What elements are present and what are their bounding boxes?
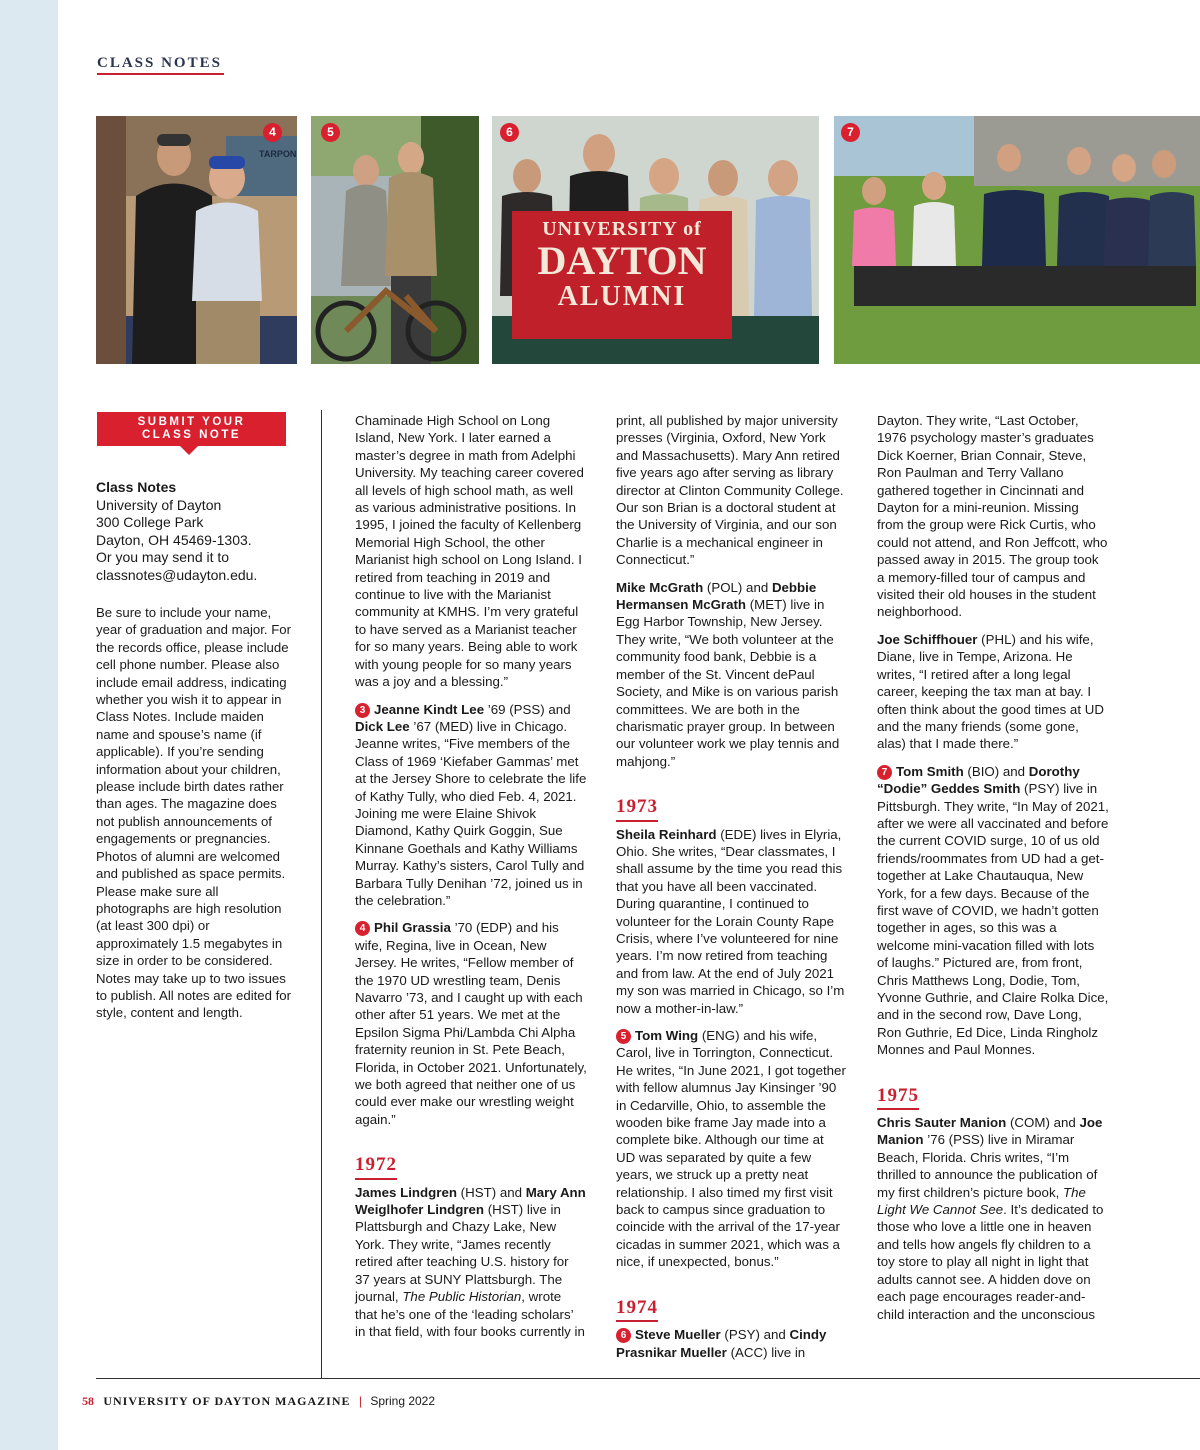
photo-ref-badge: 6: [616, 1328, 631, 1343]
class-year-heading: 1972: [355, 1156, 397, 1179]
note-text: (COM) and: [1006, 1115, 1080, 1131]
photo-number-badge: 4: [263, 123, 282, 142]
note-paragraph: Chaminade High School on Long Island, New York. I later earned a master’s degree in math from Adelphi University. My teaching career covered all levels of high school math, as well as various administrative positions. In 1995, I joined the faculty of Kellenberg Memorial High School, the other Marianist high school on Long Island. I retired from teaching in 2019 and continue to live with the Marianist community at KMHS. I’m very grateful to have served as a Marianist teacher for so many years. Being able to work with young people for so many years was a joy and a blessing.”: [355, 413, 584, 690]
note-text: ’67 (MED) live in Chicago. Jeanne writes, “Five members of the Class of 1969 ‘Kiefaber Gammas’ met at the Jersey Shore to celebrate the life of Kathy Tully, who died Feb. 4, 2021. Joining me were Elaine Shivok Diamond, Kathy Quirk Goggin, Sue Kinnane Goethals and Kathy Williams Murray. Kathy’s sisters, Carol Tully and Barbara Tully Denihan ’72, joined us in the celebration.”: [355, 718, 587, 908]
issue-date: Spring 2022: [370, 1394, 436, 1408]
class-note: [355, 919, 587, 1128]
note-text: (POL) and: [703, 579, 772, 595]
class-note: [616, 826, 846, 1017]
address-heading: Class Notes: [96, 479, 177, 495]
alumni-name: Jeanne Kindt Lee: [374, 701, 485, 717]
magazine-title: UNIVERSITY OF DAYTON MAGAZINE: [103, 1394, 351, 1408]
submit-label-line1: SUBMIT YOUR: [137, 416, 246, 428]
alumni-name: Cindy Prasnikar Mueller: [616, 1327, 827, 1360]
note-paragraph: Dayton. They write, “Last October, 1976 psychology master’s graduates Dick Koerner, Brian Connair, Steve, Ron Paulman and Terry Vallano gathered together in Cincinnati and Dayton for a mini-reunion. Missing from the group were Rick Curtis, who could not attend, and Ron Jeffcott, who passed away in 2015. The group took a memory-filled tour of campus and visited their old houses in the student neighborhood.: [877, 413, 1108, 620]
note-text: (ACC) live in: [726, 1344, 806, 1360]
note-text: (PSY) and: [720, 1327, 790, 1343]
submit-label-line2: CLASS NOTE: [141, 428, 242, 441]
mailing-address: [96, 479, 296, 584]
alumni-name: Tom Smith: [896, 763, 964, 779]
photo-ref-badge: 5: [616, 1029, 631, 1044]
photo-ref-badge: 7: [877, 765, 892, 780]
note-text: (MET) live in Egg Harbor Township, New Jersey. They write, “We both volunteer at the community food bank, Debbie is a member of the St. Vincent dePaul Society, and Mike is on various parish committees. We are both in the charismatic prayer group. In between our volunteer work we play tennis and mahjong.”: [616, 597, 840, 769]
address-line: Or you may send it to: [96, 549, 230, 565]
publication-title: The Public Historian: [402, 1289, 522, 1305]
photo-number-badge: 6: [500, 123, 519, 142]
note-text: (BIO) and: [963, 763, 1029, 779]
submission-guidelines: Be sure to include your name, year of graduation and major. For the records office, please include cell phone number. Please also include email address, indicating whether you wish it to appear in Class Notes. Include maiden name and spouse’s name (if applicable). If you’re sending information about your children, please include birth dates rather than ages. The magazine does not publish announcements of engagements or pregnancies. Photos of alumni are welcomed and published as space permits. Please make sure all photographs are high resolution (at least 300 dpi) or approximately 1.5 megabytes in size in order to be considered. Notes may take up to two issues to publish. All notes are edited for style, content and length.: [96, 605, 292, 1021]
note-text: (PSY) live in Pittsburgh. They write, “In May of 2021, after we were all vaccinated and before the current COVID surge, 10 of us old friends/roommates from UD had a get-together at Lake Chautauqua, New York, for a few days. Because of the first wave of COVID, we hadn’t gotten together in ages, so this was a welcome mini-vacation filled with lots of laughs.” Pictured are, from front, Chris Matthews Long, Dodie, Tom, Yvonne Guthrie, and Claire Rolka Dice, and in the second row, Dave Long, Ron Guthrie, Ed Dice, Linda Ringholz Monnes and Paul Monnes.: [877, 781, 1109, 1058]
page-footer: [82, 1394, 435, 1409]
column-divider: [321, 410, 322, 1378]
class-year-heading: 1974: [616, 1299, 658, 1322]
photo-sign-text: TARPON: [259, 149, 297, 159]
banner-text-line1: UNIVERSITY of: [542, 218, 702, 240]
note-text: ’69 (PSS) and: [484, 701, 571, 717]
note-text: (HST) live in Plattsburgh and Chazy Lake, New York. They write, “James recently retired after teaching U.S. history for 37 years at SUNY Plattsburgh. The journal,: [355, 1202, 569, 1305]
page-number: 58: [82, 1394, 94, 1408]
photo-number-badge: 7: [841, 123, 860, 142]
note-text: ’76 (PSS) live in Miramar Beach, Florida. Chris writes, “I’m thrilled to announce the publication of my first children’s picture book,: [877, 1132, 1098, 1200]
note-text: (EDE) lives in Elyria, Ohio. She writes, “Dear classmates, I shall assume by the time you read this that you have all been vaccinated. During quarantine, I continued to volunteer for the Lorain County Rape Crisis, where I’ve volunteered for nine years. I’m now retired from teaching and from law. At the end of July 2021 my son was married in Chicago, so I’m now a mother-in-law.”: [616, 826, 845, 1016]
alumni-name: Sheila Reinhard: [616, 826, 717, 842]
photo-5: [311, 116, 479, 364]
note-text: (HST) and: [456, 1184, 526, 1200]
class-note: [877, 1114, 1109, 1323]
note-text: (PHL) and his wife, Diane, live in Tempe, Arizona. He writes, “I retired after a long legal career, keeping the tax man at bay. I often think about the good times at UD and the many friends (some gone, alas) that I made there.”: [877, 631, 1104, 752]
banner-text-line3: ALUMNI: [557, 281, 687, 312]
notes-column-2: [616, 412, 846, 1371]
alumni-name: Chris Sauter Manion: [877, 1115, 1007, 1131]
alumni-name: Dorothy “Dodie” Geddes Smith: [877, 763, 1080, 797]
footer-separator: |: [358, 1394, 362, 1408]
photo-6: [492, 116, 819, 364]
email-link[interactable]: classnotes@udayton.edu.: [96, 566, 258, 583]
side-color-strip: [0, 0, 58, 1450]
class-note: [616, 1027, 846, 1271]
photo-ref-badge: 3: [355, 703, 370, 718]
alumni-name: Steve Mueller: [635, 1327, 721, 1343]
class-note: [877, 763, 1109, 1059]
photo-ref-badge: 4: [355, 921, 370, 936]
address-line: University of Dayton: [96, 496, 222, 513]
note-text: . It’s dedicated to those who love a little one in heaven and tells how angels fly children to a toy store to play all night in light that adults cannot see. A hidden dove on each page encourages reader-and-child interaction and the unconscious: [877, 1202, 1104, 1322]
address-line: 300 College Park: [96, 514, 204, 530]
alumni-name: Debbie Hermansen McGrath: [616, 579, 817, 613]
photo-number-badge: 5: [321, 123, 340, 142]
footer-rule: [96, 1378, 1200, 1379]
note-text: ’70 (EDP) and his wife, Regina, live in Ocean, New Jersey. He writes, “Fellow member of the 1970 UD wrestling team, Denis Navarro ’73, and I caught up with each other after 51 years. We met at the Epsilon Sigma Phi/Lambda Chi Alpha fraternity reunion in St. Pete Beach, Florida, in October 2021. Unfortunately, we both agreed that neither one of us could ever make our wrestling weight again.”: [355, 920, 587, 1127]
class-note: [355, 701, 587, 910]
notes-column-3: [877, 412, 1109, 1333]
class-note: [616, 1326, 846, 1361]
note-text: (ENG) and his wife, Carol, live in Torrington, Connecticut. He writes, “In June 2021, I got together with fellow alumnus Jay Kinsinger ’90 in Cedarville, Ohio, to assemble the wooden bike frame Jay made into a complete bike. Although our time at UD was separated by quite a few years, we struck up a pretty neat relationship. I also timed my first visit back to campus since graduation to coincide with the arrival of the 17-year cicadas in summer 2021, which was a nice, if unexpected, bonus.”: [616, 1028, 846, 1270]
alumni-name: Dick Lee: [355, 718, 410, 734]
alumni-name: James Lindgren: [355, 1184, 457, 1200]
note-text: , wrote that he’s one of the ‘leading scholars’ in that field, with four books currently in: [355, 1289, 585, 1339]
address-line: Dayton, OH 45469-1303.: [96, 531, 252, 548]
section-header: CLASS NOTES: [97, 55, 222, 71]
alumni-name: Mike McGrath: [616, 579, 704, 595]
submit-class-note-button[interactable]: [97, 412, 286, 446]
photo-7: [834, 116, 1200, 364]
class-note: [877, 631, 1109, 753]
class-year-heading: 1975: [877, 1087, 919, 1110]
photo-4: [96, 116, 297, 364]
note-paragraph: print, all published by major university presses (Virginia, Oxford, New York and Massachusetts). Mary Ann retired five years ago after serving as library director at Clinton Community College. Our son Brian is a doctoral student at the University of Virginia, and our son Charlie is a mechanical engineer in Connecticut.”: [616, 413, 844, 568]
class-note: [616, 579, 846, 770]
section-header-underline: [97, 73, 224, 75]
alumni-name: Joe Schiffhouer: [877, 631, 978, 647]
alumni-name: Joe Manion: [877, 1115, 1103, 1148]
alumni-name: Mary Ann Weiglhofer Lindgren: [355, 1184, 586, 1218]
class-note: [355, 1184, 587, 1341]
book-title: The Light We Cannot See: [877, 1184, 1086, 1218]
alumni-name: Tom Wing: [635, 1028, 699, 1043]
class-year-heading: 1973: [616, 798, 658, 821]
alumni-name: Phil Grassia: [374, 920, 451, 936]
banner-text-line2: DAYTON: [537, 238, 707, 283]
notes-column-1: [355, 412, 587, 1350]
